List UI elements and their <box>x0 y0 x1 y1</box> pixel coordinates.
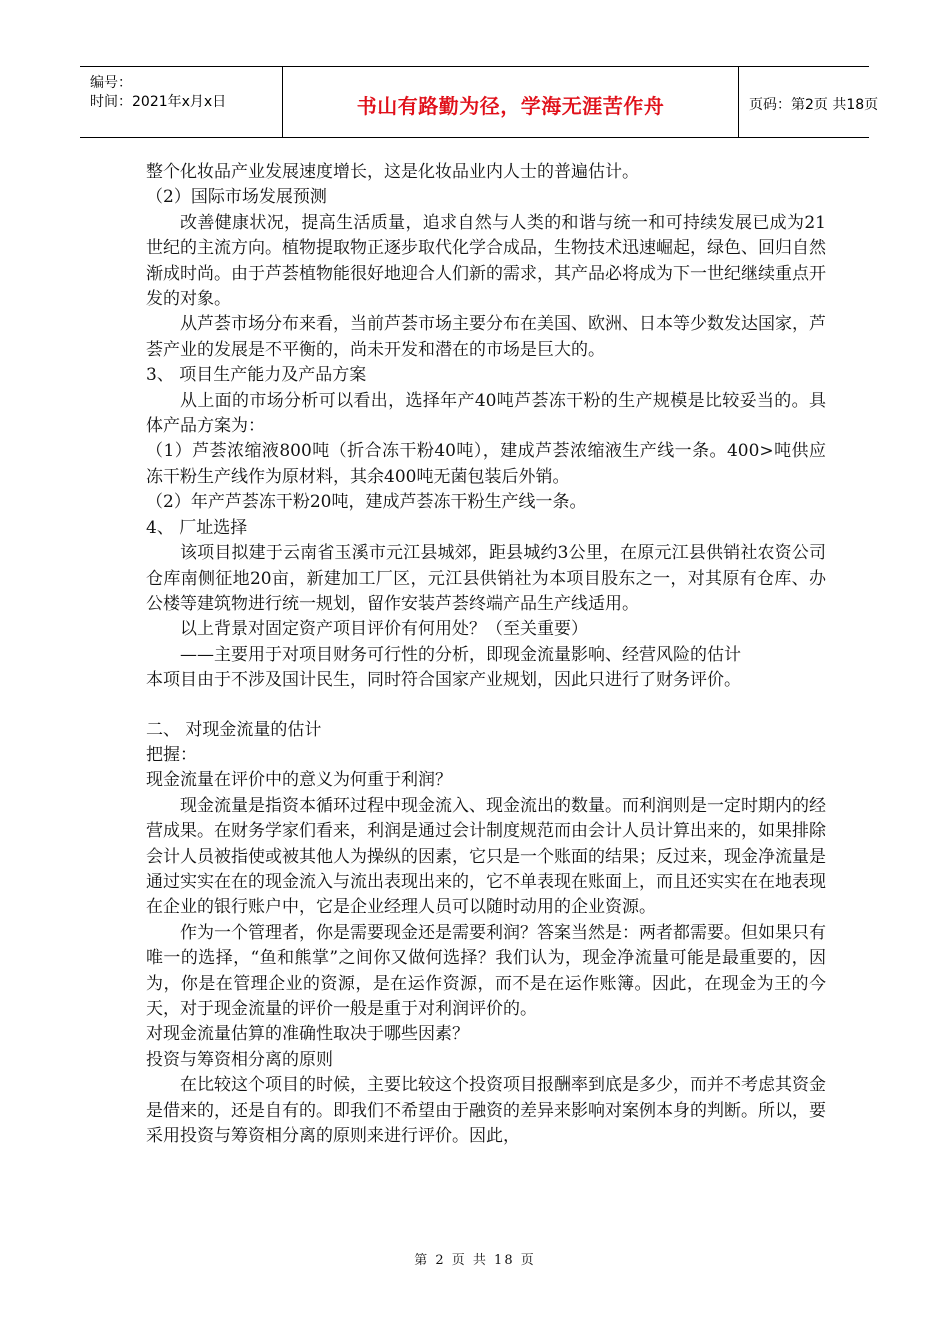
header-page-cell <box>739 67 879 137</box>
body-paragraph: 在比较这个项目的时候，主要比较这个投资项目报酬率到底是多少，而并不考虑其资金是借来的，还是自有的。即我们不希望由于融资的差异来影响对案例本身的判断。所以，要采用投资与筹资相分离的原则来进行评价。因此， <box>146 1075 826 1147</box>
body-paragraph: 3、 项目生产能力及产品方案 <box>146 365 367 386</box>
body-paragraph: 作为一个管理者，你是需要现金还是需要利润？答案当然是：两者都需要。但如果只有唯一的选择，“鱼和熊掌”之间你又做何选择？我们认为，现金净流量可能是最重要的，因为，你是在管理企业的资源，是在运作资源，而不是在运作账簿。因此，在现金为王的今天，对于现金流量的评价一般是重于对利润评价的。 <box>146 922 826 1019</box>
body-paragraph: （2）年产芦荟冻干粉20吨，建成芦荟冻干粉生产线一条。 <box>146 492 587 513</box>
document-header <box>80 66 879 138</box>
page-footer: 第 2 页 共 18 页 <box>414 1253 536 1268</box>
body-paragraph: 对现金流量估算的准确性取决于哪些因素？ <box>146 1024 469 1045</box>
body-paragraph: 二、 对现金流量的估计 <box>146 719 322 740</box>
body-paragraph: 现金流量在评价中的意义为何重于利润？ <box>146 770 452 791</box>
body-paragraph: 投资与筹资相分离的原则 <box>146 1049 333 1070</box>
body-paragraph: 从芦荟市场分布来看，当前芦荟市场主要分布在美国、欧洲、日本等少数发达国家，芦荟产业的发展是不平衡的，尚未开发和潜在的市场是巨大的。 <box>146 314 826 360</box>
document-body <box>146 160 826 1149</box>
document-date-label: 时间：2021年x月x日 <box>90 94 227 110</box>
body-paragraph: 4、 厂址选择 <box>146 517 248 538</box>
body-paragraph: 本项目由于不涉及国计民生，同时符合国家产业规划，因此只进行了财务评价。 <box>146 670 741 691</box>
body-paragraph: 该项目拟建于云南省玉溪市元江县城郊，距县城约3公里，在原元江县供销社农资公司仓库南侧征地20亩，新建加工厂区，元江县供销社为本项目股东之一，对其原有仓库、办公楼等建筑物进行统一规划，留作安装芦荟终端产品生产线适用。 <box>146 543 826 614</box>
header-motto: 书山有路勤为径，学海无涯苦作舟 <box>356 94 665 118</box>
header-page-number: 页码：第2页 共18页 <box>749 97 879 113</box>
body-paragraph: 改善健康状况，提高生活质量，追求自然与人类的和谐与统一和可持续发展已成为21世纪的主流方向。植物提取物正逐步取代化学合成品，生物技术迅速崛起，绿色、回归自然渐成时尚。由于芦荟植物能很好地迎合人们新的需求，其产品必将成为下一世纪继续重点开发的对象。 <box>146 212 826 310</box>
header-info-cell <box>80 67 283 137</box>
body-paragraph: 以上背景对固定资产项目评价有何用处？（至关重要） <box>180 619 588 640</box>
body-paragraph: （2）国际市场发展预测 <box>146 187 327 208</box>
body-paragraph: 把握： <box>146 744 197 765</box>
document-number-label: 编号： <box>90 75 132 91</box>
body-paragraph: 现金流量是指资本循环过程中现金流入、现金流出的数量。而利润则是一定时期内的经营成果。在财务学家们看来，利润是通过会计制度规范而由会计人员计算出来的，如果排除会计人员被指使或被其他人为操纵的因素，它只是一个账面的结果；反过来，现金净流量是通过实实在在的现金流入与流出表现出来的，它不单表现在账面上，而且还实实在在地表现在企业的银行账户中，它是企业经理人员可以随时动用的企业资源。 <box>146 795 826 918</box>
body-paragraph: 整个化妆品产业发展速度增长，这是化妆品业内人士的普遍估计。 <box>146 162 639 182</box>
body-paragraph: ——主要用于对项目财务可行性的分析，即现金流量影响、经营风险的估计 <box>180 644 741 665</box>
header-motto-cell <box>283 67 739 137</box>
body-paragraph: 从上面的市场分析可以看出，选择年产40吨芦荟冻干粉的生产规模是比较妥当的。具体产品方案为： <box>146 390 826 437</box>
body-paragraph: （1）芦荟浓缩液800吨（折合冻干粉40吨），建成芦荟浓缩液生产线一条。400>吨供应冻干粉生产线作为原材料，其余400吨无菌包装后外销。 <box>146 441 826 487</box>
